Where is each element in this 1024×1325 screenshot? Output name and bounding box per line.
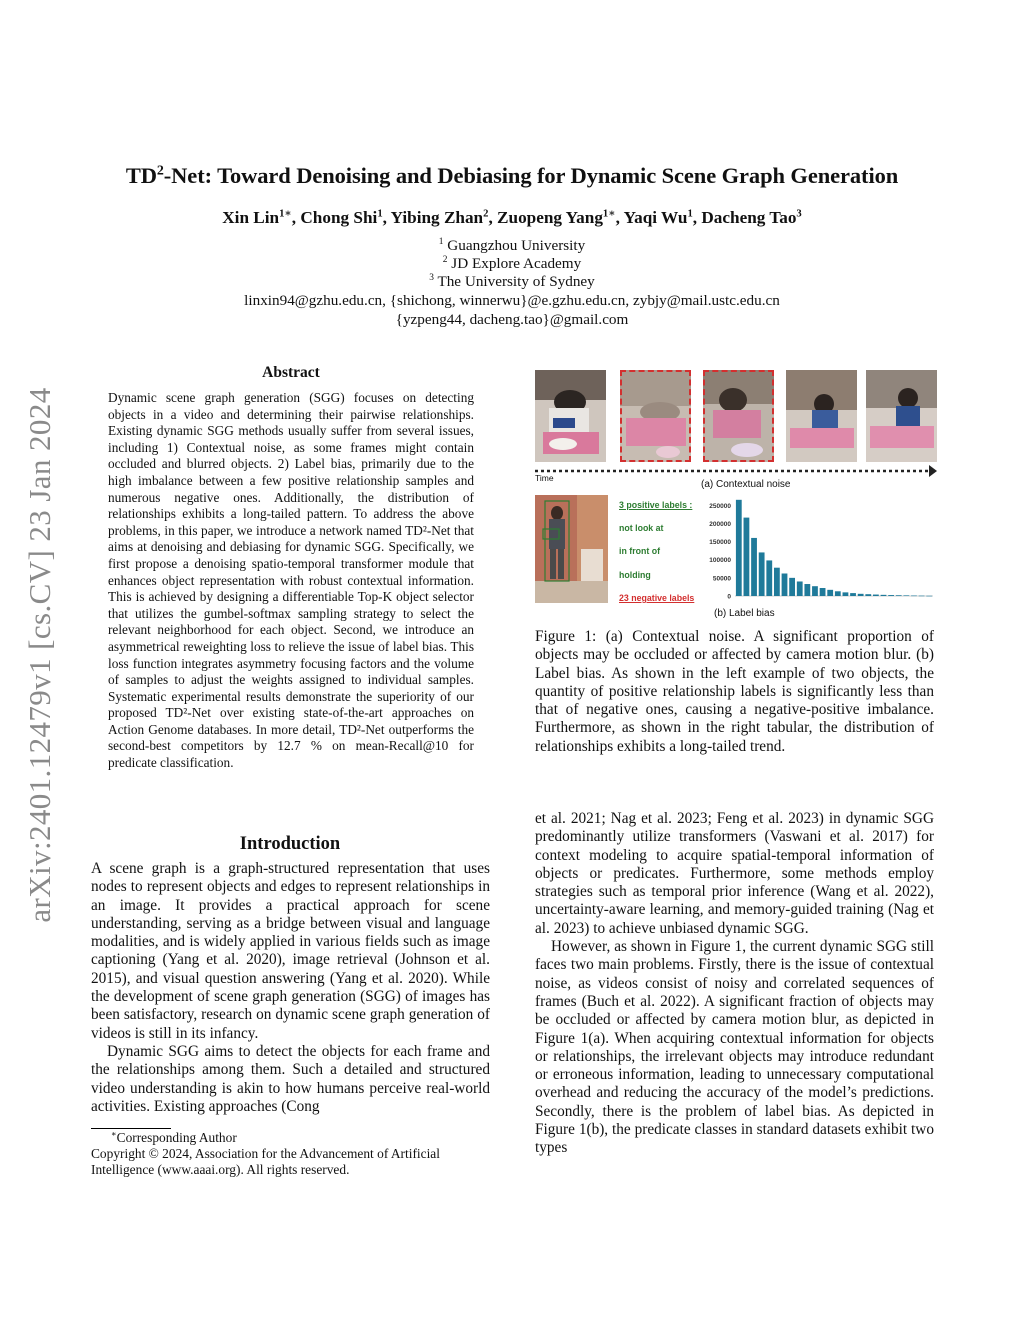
bar: [812, 586, 818, 596]
abstract-text: Dynamic scene graph generation (SGG) focuses on detecting objects in a video and determining their pairwise relationships. Existing dynamic SGG methods usually suffer from several issues, including 1) Contextual noise, as some frames might contain occluded and blurred objects. 2) Label bias, primarily due to the high imbalance between a few positive relationship samples and numerous negative ones. Additionally, the distribution of relationships exhibits a long-tailed pattern. To address the above problems, in this paper, we introduce a network named TD²-Net that aims at denoising and debiasing for dynamic SGG. Specifically, we first propose a denoising spatio-temporal transformer module that enhances object representation with robust contextual information. This is achieved by designing a differentiable Top-K object selector that utilizes the gumbel-softmax sampling strategy to select the relevant neighborhood for each object. Second, we introduce an asymmetrical reweighting loss to relieve the issue of label bias. This loss function integrates asymmetry focusing factors and the volume of samples to adjust the weights assigned to individual samples. Systematic experimental results demonstrate the superiority of our proposed TD²-Net over existing state-of-the-art approaches on Action Genome databases. In more detail, TD²-Net outperforms the second-best competitors by 12.7 % on mean-Recall@10 for predicate classification.: [108, 390, 474, 771]
bar: [820, 588, 826, 596]
title-prefix: TD: [125, 163, 157, 188]
bar: [926, 596, 932, 597]
author-name: Chong Shi: [300, 208, 378, 227]
video-frame-noisy: [703, 370, 774, 462]
subfigure-a-label: (a) Contextual noise: [701, 479, 791, 490]
video-frame: [866, 370, 937, 462]
arxiv-stamp: [0, 365, 80, 945]
paper-title: [60, 163, 964, 189]
video-frame-noisy: [620, 370, 691, 462]
footnote-mark: ∗: [111, 1129, 117, 1139]
paragraph: et al. 2021; Nag et al. 2023; Feng et al. 2023) in dynamic SGG predominantly utilize transformers (Vaswani et al. 2017) for context modeling to acquire spatial-temporal information of objects or predicates. Furthermore, some methods employ strategies such as temporal prior inference (Wang et al. 2022), uncertainty-aware learning, and memory-guided training (Nag et al. 2023) to achieve unbiased dynamic SGG.: [535, 810, 934, 937]
bar: [888, 595, 894, 596]
author-mark: 1: [687, 208, 693, 220]
author-name: Yibing Zhan: [390, 208, 484, 227]
bar: [865, 594, 871, 596]
footnote: [91, 1130, 490, 1179]
bar: [850, 593, 856, 596]
bar: [843, 592, 849, 596]
author-mark: 2: [483, 208, 489, 220]
left-column-body: [91, 860, 490, 1116]
bar: [827, 590, 833, 596]
figure-1-caption: Figure 1: (a) Contextual noise. A significant proportion of objects may be occluded or affected by camera motion blur. (b) Label bias. As shown in the left example of two objects, the quantity of positive relationship labels is significantly less than that of negative ones, causing a negative-positive imbalance. Furthermore, as shown in the right tabular, the distribution of relationships exhibits a long-tailed trend.: [535, 628, 934, 755]
video-frame: [786, 370, 857, 462]
y-tick-label: 200000: [709, 520, 731, 528]
author-name: Yaqi Wu: [623, 208, 688, 227]
affiliation-name: Guangzhou University: [447, 237, 586, 254]
author-mark: 1: [377, 208, 383, 220]
author-name: Xin Lin: [222, 208, 280, 227]
frame-image: [620, 370, 691, 462]
relation-label: in front of: [619, 546, 661, 556]
copyright-notice: Copyright © 2024, Association for the Advancement of Artificial Intelligence (www.aaai.org). All rights reserved.: [91, 1146, 440, 1178]
affiliation-1: [60, 237, 964, 255]
author-mark: 1∗: [602, 208, 616, 220]
right-column-body: [535, 810, 934, 1158]
author-mark: 3: [796, 208, 802, 220]
bar: [744, 518, 750, 596]
relation-label: not look at: [619, 523, 664, 533]
time-label: Time: [535, 473, 554, 483]
bar: [774, 568, 780, 596]
abstract-heading: Abstract: [262, 364, 320, 381]
bar: [759, 552, 765, 596]
bar: [873, 595, 879, 596]
y-tick-label: 100000: [709, 557, 731, 565]
y-tick-label: 250000: [709, 502, 731, 510]
frame-image: [535, 370, 606, 462]
footnote-text: Corresponding Author: [116, 1130, 237, 1145]
video-frame: [535, 370, 606, 462]
subfigure-b-label: (b) Label bias: [714, 608, 775, 619]
bar: [881, 595, 887, 596]
bar: [751, 538, 757, 596]
frame-image: [866, 370, 937, 462]
y-tick-label: 50000: [712, 575, 731, 583]
affiliation-2: [60, 255, 964, 273]
bar: [766, 560, 772, 596]
author-name: Zuopeng Yang: [497, 208, 603, 227]
introduction-heading: Introduction: [239, 834, 341, 854]
bar: [919, 596, 925, 597]
bar: [903, 595, 909, 596]
arrow-head: [929, 465, 937, 477]
author-list: Xin Lin$^{1∗}$, Chong Shi$^1$, Yibing Zhan$^2$, Zuopeng Yang$^{1∗}$, Yaqi Wu$^1$, Dacheng Tao$^3$: [222, 208, 802, 227]
affiliation-name: JD Explore Academy: [451, 255, 582, 272]
footnote-corresponding: [91, 1130, 490, 1146]
y-tick-label: 150000: [709, 539, 731, 547]
frame-image: [703, 370, 774, 462]
affiliation-mark: 2: [442, 254, 448, 265]
bar: [804, 584, 810, 596]
title-superscript: 2: [156, 163, 164, 179]
bar: [782, 574, 788, 597]
paragraph: Dynamic SGG aims to detect the objects for each frame and the relationships among them. Such a detailed and structured video understanding is akin to how humans perceive real-world activities. Existing approaches (Cong: [91, 1042, 490, 1115]
title-rest: -Net: Toward Denoising and Debiasing for Dynamic Scene Graph Generation: [163, 163, 899, 188]
arxiv-id: arXiv:2401.12479v1 [cs.CV] 23 Jan 2024: [22, 387, 57, 923]
email-line-1: linxin94@gzhu.edu.cn, {shichong, winnerwu}@e.gzhu.edu.cn, zybjy@mail.ustc.edu.cn: [244, 292, 780, 309]
y-tick-label: 0: [727, 593, 731, 601]
bar: [797, 581, 803, 596]
bar: [911, 596, 917, 597]
author-mark: 1∗: [279, 208, 292, 220]
time-arrow: [533, 464, 938, 480]
affiliation-mark: 3: [429, 272, 434, 283]
email-line-2: {yzpeng44, dacheng.tao}@gmail.com: [395, 311, 629, 328]
author-name: Dacheng Tao: [701, 208, 797, 227]
relation-label: holding: [619, 570, 651, 580]
affiliation-name: The University of Sydney: [437, 273, 595, 290]
paragraph: However, as shown in Figure 1, the current dynamic SGG still faces two main problems. Firstly, there is the issue of contextual noise, as videos consist of noisy and correlated sequences of frames (Buch et al. 2022). A significant fraction of objects may be occluded or affected by camera motion blur, as depicted in Figure 1(a). When acquiring contextual information for objects or relationships, the irrelevant objects may introduce redundant or erroneous information, leading to unnecessary computational overhead and reducing the accuracy of the model’s predictions. Secondly, there is the problem of label bias. As depicted in Figure 1(b), the predicate classes in standard datasets exhibit two types: [535, 938, 934, 1157]
figure-1: [533, 362, 938, 622]
footnote-rule: [91, 1128, 171, 1129]
bar: [835, 591, 841, 596]
bar: [858, 594, 864, 596]
frame-image: [786, 370, 857, 462]
label-bias-chart: [701, 492, 937, 604]
bar: [736, 500, 742, 596]
example-image: [535, 495, 608, 603]
affiliation-3: [60, 273, 964, 291]
paragraph: A scene graph is a graph-structured representation that uses nodes to represent objects and edges to represent relationships in an image. It provides a practical approach for scene understanding, serving as a bridge between visual and language modalities, and is widely applied in various fields such as image captioning (Yang et al. 2020), image retrieval (Johnson et al. 2015), and visual question answering (Yang et al. 2020). While the development of scene graph generation (SGG) of images has been satisfactory, research on dynamic scene graph generation of videos is still in its infancy.: [91, 860, 490, 1042]
kitchen-scene: [535, 495, 608, 603]
positive-label-count: 3 positive labels :: [619, 500, 693, 510]
negative-label-count: 23 negative labels: [619, 593, 695, 603]
bar: [789, 578, 795, 596]
bar: [896, 595, 902, 596]
affiliation-mark: 1: [438, 236, 444, 247]
